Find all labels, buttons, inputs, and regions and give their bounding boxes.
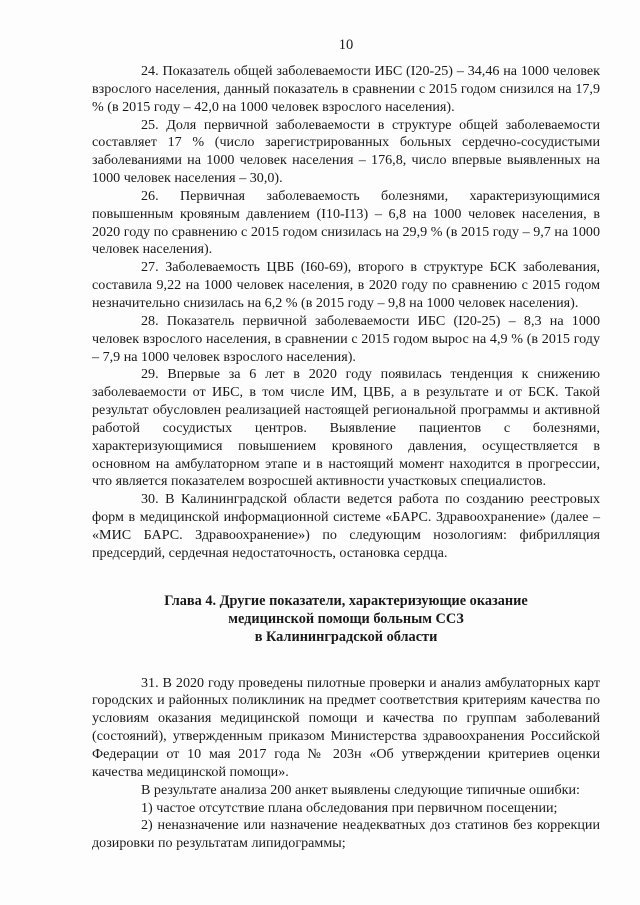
chapter-heading-line-1: Глава 4. Другие показатели, характеризующие оказание — [164, 592, 528, 609]
chapter-heading-line-2: медицинской помощи больным ССЗ — [228, 610, 464, 627]
paragraph-24: 24. Показатель общей заболеваемости ИБС (I20-25) – 34,46 на 1000 человек взрослого населения, данный показатель в сравнении с 2015 годом снизился на 17,9 % (в 2015 году – 42,0 на 1000 человек взрослого населения). — [92, 63, 600, 115]
page-number: 10 — [338, 37, 354, 53]
chapter-heading-line-3: в Калининградской области — [254, 628, 438, 645]
paragraph-29: 29. Впервые за 6 лет в 2020 году появилась тенденция к снижению заболеваемости от ИБС, в том числе ИМ, ЦВБ, а в результате и от БСК. Такой результат обусловлен реализацией настоящей региональной программы и активной работой сосудистых центров. Выявление пациентов с болезнями, характеризующимися повышением кровяного давления, осуществляется в основном на амбулаторном этапе и в настоящий момент находится в прогрессии, что является показателем возросшей активности участковых специалистов. — [92, 366, 600, 490]
chapter-heading — [92, 592, 600, 646]
error-item-1: 1) частое отсутствие плана обследования при первичном посещении; — [141, 799, 558, 816]
paragraph-27: 27. Заболеваемость ЦВБ (I60-69), второго в структуре БСК заболевания, составила 9,22 на 1000 человек населения, в 2020 году по сравнению с 2015 годом незначительно снизилась на 6,2 % (в 2015 году – 9,8 на 1000 человек населения). — [92, 259, 600, 311]
analysis-intro: В результате анализа 200 анкет выявлены следующие типичные ошибки: — [141, 781, 580, 798]
paragraph-30: 30. В Калининградской области ведется работа по созданию реестровых форм в медицинской информационной системе «БАРС. Здравоохранение» (далее – «МИС БАРС. Здравоохранение») по следующим нозологиям: фибрилляция предсердий, сердечная недостаточность, остановка сердца. — [92, 491, 600, 561]
error-item-2: 2) неназначение или назначение неадекватных доз статинов без коррекции дозировки по результатам липидограммы; — [92, 817, 600, 852]
paragraph-26: 26. Первичная заболеваемость болезнями, характеризующимися повышенным кровяным давлением (I10-I13) – 6,8 на 1000 человек населения, в 2020 году по сравнению с 2015 годом снизилась на 29,9 % (в 2015 году – 9,7 на 1000 человек населения). — [92, 187, 600, 258]
paragraph-28: 28. Показатель первичной заболеваемости ИБС (I20-25) – 8,3 на 1000 человек взрослого населения, в сравнении с 2015 годом вырос на 4,9 % (в 2015 году – 7,9 на 1000 человек взрослого населения). — [92, 312, 600, 365]
paragraph-31: 31. В 2020 году проведены пилотные проверки и анализ амбулаторных карт городских и районных поликлиник на предмет соответствия критериям качества по условиям оказания медицинской помощи и качества по группам заболеваний (состояний), утвержденным приказом Министерства здравоохранения Российской Федерации от 10 мая 2017 года № 203н «Об утверждении критериев оценки качества медицинской помощи». — [92, 674, 600, 780]
paragraph-25: 25. Доля первичной заболеваемости в структуре общей заболеваемости составляет 17 % (число зарегистрированных больных сердечно-сосудистыми заболеваниями на 1000 человек населения – 176,8, число впервые выявленных на 1000 человек населения – 30,0). — [92, 116, 600, 187]
